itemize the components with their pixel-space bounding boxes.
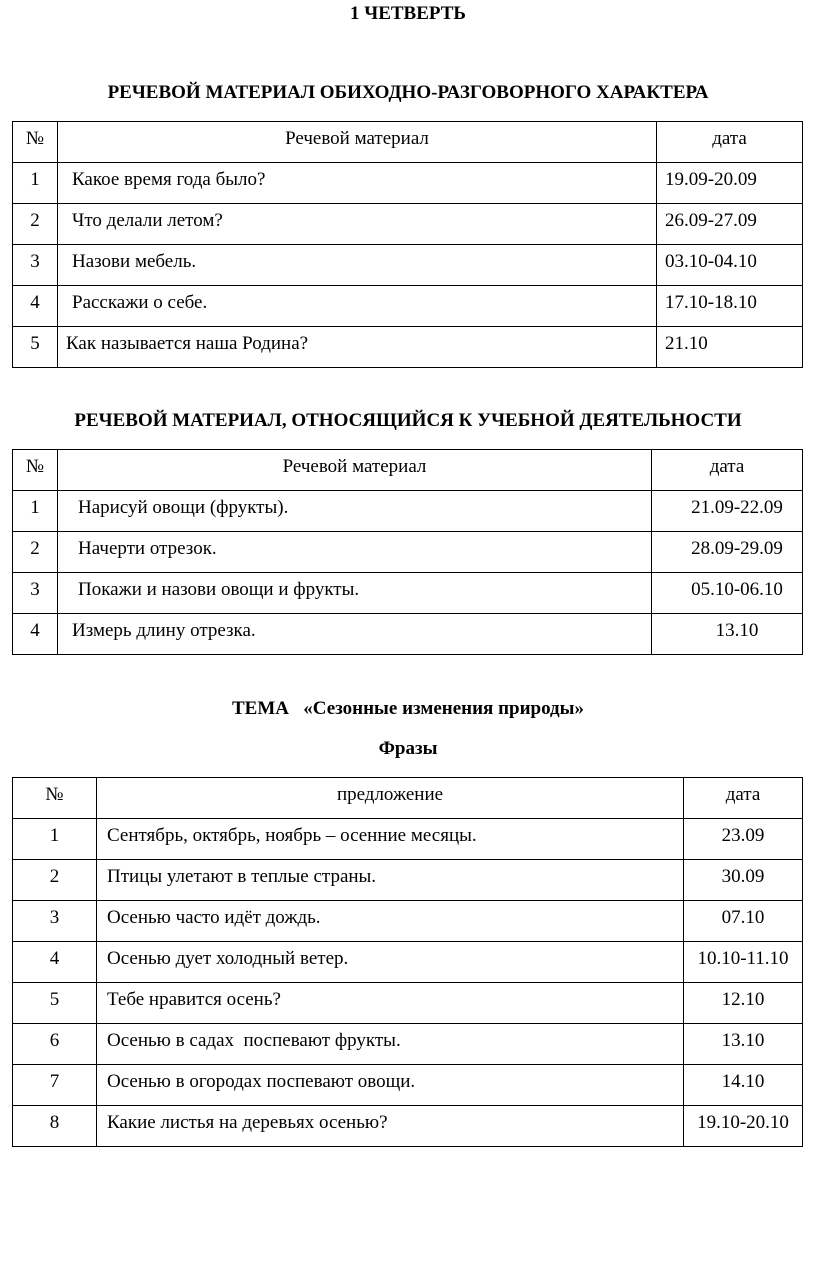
- row-text: Осенью в садах поспевают фрукты.: [97, 1024, 684, 1065]
- row-number: 4: [13, 614, 58, 655]
- table-row: [13, 204, 803, 245]
- row-text: Начерти отрезок.: [58, 532, 652, 573]
- row-number: 2: [13, 860, 97, 901]
- row-date: 07.10: [684, 901, 803, 942]
- row-text: Что делали летом?: [58, 204, 657, 245]
- row-text: Осенью в огородах поспевают овощи.: [97, 1065, 684, 1106]
- header-material: Речевой материал: [58, 122, 657, 163]
- table-row: [13, 327, 803, 368]
- header-date: дата: [652, 450, 803, 491]
- row-number: 5: [13, 983, 97, 1024]
- row-number: 1: [13, 819, 97, 860]
- table-row: [13, 860, 803, 901]
- row-text: Тебе нравится осень?: [97, 983, 684, 1024]
- row-text: Как называется наша Родина?: [58, 327, 657, 368]
- row-number: 2: [13, 532, 58, 573]
- row-date: 13.10: [684, 1024, 803, 1065]
- row-text: Осенью дует холодный ветер.: [97, 942, 684, 983]
- table-row: [13, 901, 803, 942]
- table-row: [13, 163, 803, 204]
- row-date: 17.10-18.10: [657, 286, 803, 327]
- row-number: 8: [13, 1106, 97, 1147]
- row-number: 2: [13, 204, 58, 245]
- table-row: [13, 1065, 803, 1106]
- section-3-title: ТЕМА «Сезонные изменения природы»: [232, 698, 584, 719]
- row-date: 03.10-04.10: [657, 245, 803, 286]
- row-date: 19.10-20.10: [684, 1106, 803, 1147]
- row-number: 6: [13, 1024, 97, 1065]
- row-number: 5: [13, 327, 58, 368]
- row-number: 3: [13, 901, 97, 942]
- row-text: Птицы улетают в теплые страны.: [97, 860, 684, 901]
- row-date: 21.09-22.09: [652, 491, 803, 532]
- row-number: 1: [13, 491, 58, 532]
- row-date: 05.10-06.10: [652, 573, 803, 614]
- table-row: [13, 491, 803, 532]
- row-number: 4: [13, 286, 58, 327]
- header-date: дата: [684, 778, 803, 819]
- row-number: 1: [13, 163, 58, 204]
- page-title: 1 ЧЕТВЕРТЬ: [350, 3, 466, 24]
- table-row: [13, 819, 803, 860]
- table-row: [13, 573, 803, 614]
- row-date: 26.09-27.09: [657, 204, 803, 245]
- row-number: 4: [13, 942, 97, 983]
- row-date: 10.10-11.10: [684, 942, 803, 983]
- section-2-table: [12, 449, 803, 655]
- row-date: 14.10: [684, 1065, 803, 1106]
- section-1-title: РЕЧЕВОЙ МАТЕРИАЛ ОБИХОДНО-РАЗГОВОРНОГО ХАРАКТЕРА: [107, 82, 709, 103]
- row-text: Какие листья на деревьях осенью?: [97, 1106, 684, 1147]
- row-text: Сентябрь, октябрь, ноябрь – осенние месяцы.: [97, 819, 684, 860]
- table-row: [13, 1106, 803, 1147]
- header-number: №: [13, 122, 58, 163]
- table-row: [13, 614, 803, 655]
- table-row: [13, 942, 803, 983]
- row-number: 3: [13, 245, 58, 286]
- row-text: Нарисуй овощи (фрукты).: [58, 491, 652, 532]
- row-text: Расскажи о себе.: [58, 286, 657, 327]
- table-row: [13, 286, 803, 327]
- header-date: дата: [657, 122, 803, 163]
- row-text: Осенью часто идёт дождь.: [97, 901, 684, 942]
- header-number: №: [13, 450, 58, 491]
- row-date: 21.10: [657, 327, 803, 368]
- table-row: [13, 532, 803, 573]
- section-2-title: РЕЧЕВОЙ МАТЕРИАЛ, ОТНОСЯЩИЙСЯ К УЧЕБНОЙ ДЕЯТЕЛЬНОСТИ: [74, 410, 742, 431]
- row-text: Какое время года было?: [58, 163, 657, 204]
- row-date: 28.09-29.09: [652, 532, 803, 573]
- row-text: Назови мебель.: [58, 245, 657, 286]
- table-row: [13, 245, 803, 286]
- row-text: Покажи и назови овощи и фрукты.: [58, 573, 652, 614]
- table-header-row: [13, 778, 803, 819]
- header-material: Речевой материал: [58, 450, 652, 491]
- row-number: 3: [13, 573, 58, 614]
- section-3-table: [12, 777, 803, 1147]
- section-3-subtitle: Фразы: [378, 738, 438, 759]
- section-1-table: [12, 121, 803, 368]
- table-row: [13, 1024, 803, 1065]
- row-date: 12.10: [684, 983, 803, 1024]
- row-date: 19.09-20.09: [657, 163, 803, 204]
- row-text: Измерь длину отрезка.: [58, 614, 652, 655]
- row-date: 23.09: [684, 819, 803, 860]
- header-sentence: предложение: [97, 778, 684, 819]
- table-header-row: [13, 122, 803, 163]
- table-header-row: [13, 450, 803, 491]
- header-number: №: [13, 778, 97, 819]
- row-number: 7: [13, 1065, 97, 1106]
- row-date: 13.10: [652, 614, 803, 655]
- table-row: [13, 983, 803, 1024]
- row-date: 30.09: [684, 860, 803, 901]
